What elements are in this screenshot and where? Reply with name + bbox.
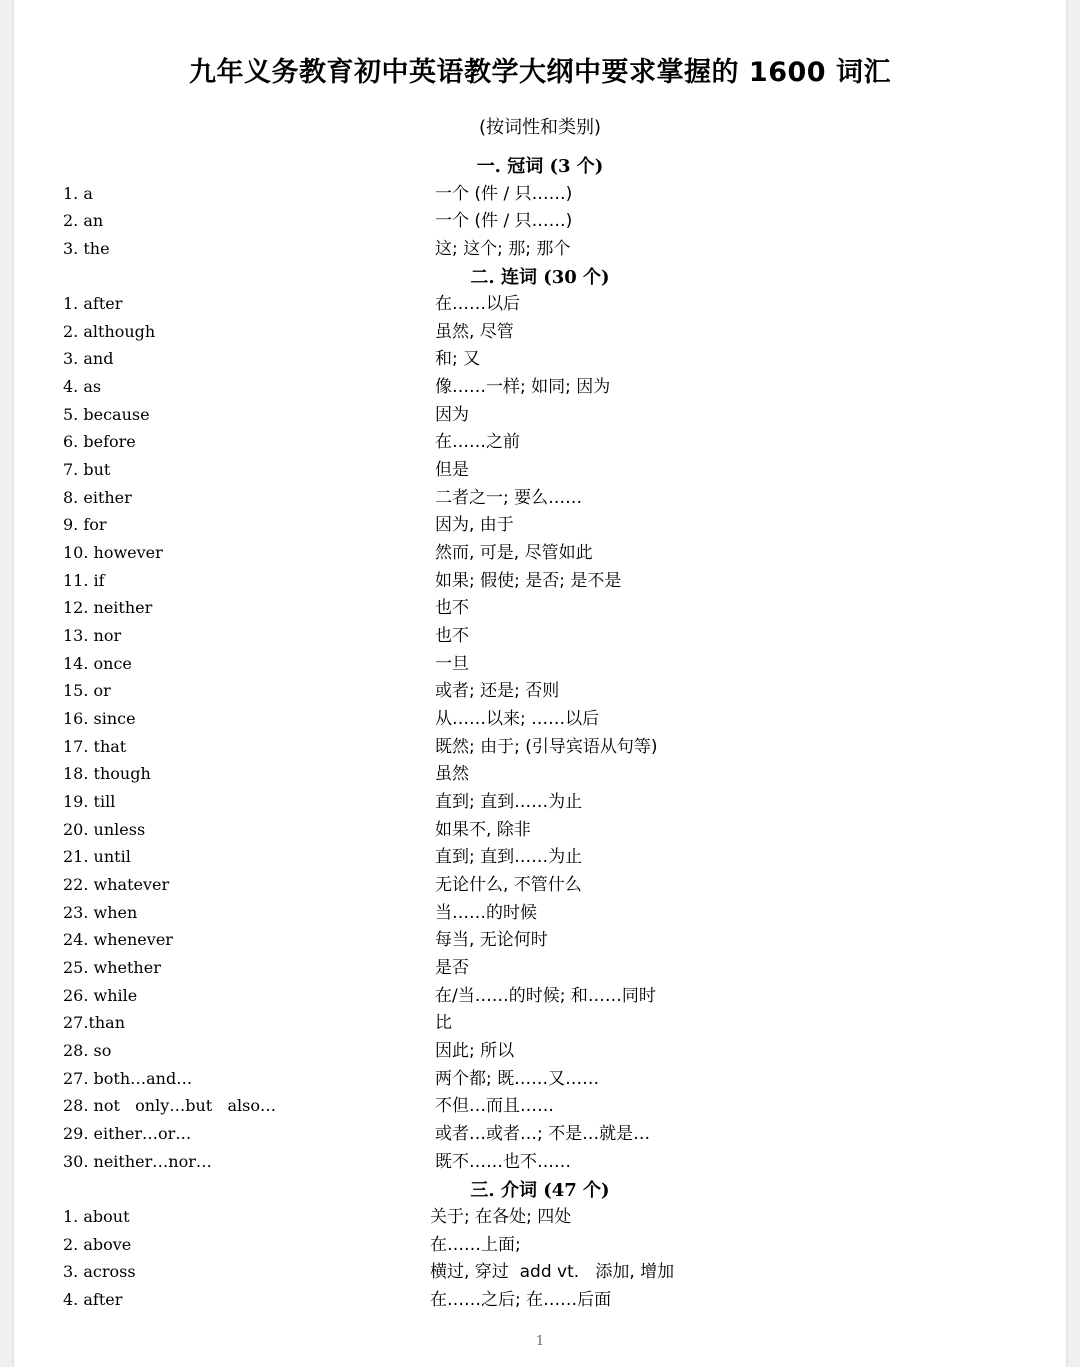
chinese-meaning: 关于; 在各处; 四处 [430, 1207, 572, 1227]
chinese-meaning: 既然; 由于; (引导宾语从句等) [435, 737, 658, 757]
chinese-meaning: 既不……也不…… [435, 1152, 571, 1172]
chinese-meaning: 这; 这个; 那; 那个 [435, 239, 571, 259]
english-word: 1. about [63, 1207, 130, 1226]
list-item [0, 235, 1080, 263]
list-item [0, 899, 1080, 927]
list-item [0, 760, 1080, 788]
chinese-meaning: 因为, 由于 [435, 515, 514, 535]
chinese-meaning: 一个 (件 / 只……) [435, 211, 573, 231]
list-item [0, 567, 1080, 595]
list-item [0, 180, 1080, 208]
chinese-meaning: 一个 (件 / 只……) [435, 184, 573, 204]
english-word: 11. if [63, 571, 105, 590]
section-heading-prepositions: 三. 介词 (47 个) [470, 1180, 610, 1201]
chinese-meaning: 一旦 [435, 654, 469, 674]
list-item [0, 1148, 1080, 1176]
english-word: 15. or [63, 681, 111, 700]
english-word: 24. whenever [63, 930, 173, 949]
english-word: 21. until [63, 847, 131, 866]
english-word: 10. however [63, 543, 163, 562]
list-item [0, 871, 1080, 899]
chinese-meaning: 虽然 [435, 764, 469, 784]
list-item [0, 594, 1080, 622]
english-word: 7. but [63, 460, 111, 479]
chinese-meaning: 当……的时候 [435, 903, 537, 923]
list-item [0, 511, 1080, 539]
list-item [0, 401, 1080, 429]
list-item [0, 705, 1080, 733]
chinese-meaning: 因为 [435, 405, 469, 425]
list-item [0, 1009, 1080, 1037]
english-word: 20. unless [63, 820, 146, 839]
english-word: 1. after [63, 294, 123, 313]
english-word: 3. the [63, 239, 110, 258]
list-item [0, 1203, 1080, 1231]
page-number: 1 [535, 1334, 545, 1349]
english-word: 27. both…and… [63, 1069, 193, 1088]
chinese-meaning: 如果不, 除非 [435, 820, 531, 840]
chinese-meaning: 比 [435, 1013, 452, 1033]
list-item [0, 1231, 1080, 1259]
english-word: 3. across [63, 1262, 136, 1281]
list-item [0, 816, 1080, 844]
chinese-meaning: 直到; 直到……为止 [435, 792, 583, 812]
english-word: 6. before [63, 432, 136, 451]
chinese-meaning: 两个都; 既……又…… [435, 1069, 600, 1089]
chinese-meaning: 也不 [435, 598, 469, 618]
list-item [0, 954, 1080, 982]
list-item [0, 733, 1080, 761]
chinese-meaning: 虽然, 尽管 [435, 322, 514, 342]
list-item [0, 373, 1080, 401]
chinese-meaning: 在……上面; [430, 1235, 521, 1255]
list-item [0, 843, 1080, 871]
document-subtitle: (按词性和类别) [478, 117, 602, 138]
chinese-meaning: 在……以后 [435, 294, 520, 314]
chinese-meaning: 是否 [435, 958, 469, 978]
english-word: 4. as [63, 377, 102, 396]
list-item [0, 207, 1080, 235]
english-word: 2. above [63, 1235, 132, 1254]
chinese-meaning: 在……之前 [435, 432, 520, 452]
chinese-meaning: 但是 [435, 460, 469, 480]
chinese-meaning: 在/当……的时候; 和……同时 [435, 986, 656, 1006]
english-word: 2. an [63, 211, 104, 230]
list-item [0, 345, 1080, 373]
english-word: 27.than [63, 1013, 126, 1032]
list-item [0, 677, 1080, 705]
english-word: 28. so [63, 1041, 112, 1060]
chinese-meaning: 或者; 还是; 否则 [435, 681, 560, 701]
document-title: 九年义务教育初中英语教学大纲中要求掌握的 1600 词汇 [189, 57, 891, 88]
english-word: 25. whether [63, 958, 161, 977]
english-word: 9. for [63, 515, 107, 534]
list-item [0, 650, 1080, 678]
list-item [0, 622, 1080, 650]
list-item [0, 1258, 1080, 1286]
section-heading-conjunctions: 二. 连词 (30 个) [470, 267, 610, 288]
english-word: 2. although [63, 322, 156, 341]
chinese-meaning: 也不 [435, 626, 469, 646]
chinese-meaning: 不但…而且…… [435, 1096, 554, 1116]
english-word: 22. whatever [63, 875, 170, 894]
list-item [0, 1065, 1080, 1093]
list-item [0, 1037, 1080, 1065]
english-word: 1. a [63, 184, 93, 203]
english-word: 28. not only…but also… [63, 1096, 276, 1115]
list-item [0, 1286, 1080, 1314]
english-word: 13. nor [63, 626, 122, 645]
list-item [0, 318, 1080, 346]
english-word: 16. since [63, 709, 136, 728]
chinese-meaning: 无论什么, 不管什么 [435, 875, 582, 895]
english-word: 23. when [63, 903, 138, 922]
chinese-meaning: 像……一样; 如同; 因为 [435, 377, 611, 397]
list-item [0, 539, 1080, 567]
english-word: 19. till [63, 792, 116, 811]
chinese-meaning: 二者之一; 要么…… [435, 488, 583, 508]
list-item [0, 926, 1080, 954]
chinese-meaning: 每当, 无论何时 [435, 930, 548, 950]
english-word: 14. once [63, 654, 132, 673]
english-word: 3. and [63, 349, 114, 368]
chinese-meaning: 在……之后; 在……后面 [430, 1290, 612, 1310]
list-item [0, 1120, 1080, 1148]
list-item [0, 1092, 1080, 1120]
list-item [0, 788, 1080, 816]
chinese-meaning: 横过, 穿过 add vt. 添加, 增加 [430, 1262, 675, 1282]
list-item [0, 456, 1080, 484]
chinese-meaning: 从……以来; ……以后 [435, 709, 600, 729]
english-word: 4. after [63, 1290, 123, 1309]
list-item [0, 428, 1080, 456]
list-item [0, 290, 1080, 318]
chinese-meaning: 如果; 假使; 是否; 是不是 [435, 571, 622, 591]
english-word: 17. that [63, 737, 127, 756]
chinese-meaning: 因此; 所以 [435, 1041, 515, 1061]
list-item [0, 484, 1080, 512]
section-heading-articles: 一. 冠词 (3 个) [476, 156, 604, 177]
english-word: 26. while [63, 986, 138, 1005]
english-word: 5. because [63, 405, 150, 424]
english-word: 12. neither [63, 598, 153, 617]
chinese-meaning: 或者…或者…; 不是…就是… [435, 1124, 651, 1144]
chinese-meaning: 和; 又 [435, 349, 481, 369]
english-word: 18. though [63, 764, 151, 783]
english-word: 8. either [63, 488, 132, 507]
chinese-meaning: 然而, 可是, 尽管如此 [435, 543, 593, 563]
english-word: 30. neither…nor… [63, 1152, 212, 1171]
chinese-meaning: 直到; 直到……为止 [435, 847, 583, 867]
list-item [0, 982, 1080, 1010]
english-word: 29. either…or… [63, 1124, 192, 1143]
